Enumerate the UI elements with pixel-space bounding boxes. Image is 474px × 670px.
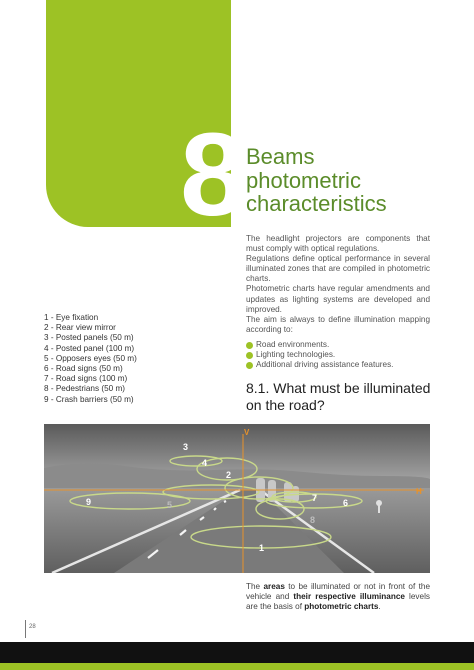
chapter-title-line-3: characteristics: [246, 191, 387, 216]
bullet-item: [246, 350, 436, 360]
axis-label-v: V: [244, 428, 250, 437]
bullet-dot-icon: [246, 352, 253, 359]
legend-item: 3 - Posted panels (50 m): [44, 333, 134, 343]
section-number: 8.1.: [246, 380, 270, 396]
figure-caption: [246, 582, 430, 612]
page-number-rule: [25, 620, 26, 638]
footer-accent-stripe: [0, 663, 474, 670]
chapter-title-line-1: Beams: [246, 144, 315, 169]
legend-item: 5 - Opposers eyes (50 m): [44, 353, 137, 363]
chapter-number: 8: [180, 109, 242, 241]
caption-emphasis: their respective illuminance: [293, 592, 405, 602]
caption-emphasis: areas: [263, 582, 285, 591]
zone-label: 8: [310, 515, 316, 525]
legend-item: 9 - Crash barriers (50 m): [44, 394, 134, 404]
intro-paragraph: Photometric charts have regular amendments and updates as lighting systems are developed and improved.: [246, 284, 430, 314]
legend-item: 7 - Road signs (100 m): [44, 374, 128, 384]
chapter-title: [246, 145, 446, 216]
zone-label: 7: [312, 493, 318, 503]
bullet-item: [246, 340, 436, 350]
intro-paragraph: The aim is always to define illumination mapping according to:: [246, 314, 430, 334]
bullet-text: Lighting technologies.: [256, 350, 336, 360]
zone-label: 4: [202, 458, 208, 468]
bullet-dot-icon: [246, 342, 253, 349]
caption-text: levels are the basis of: [246, 592, 430, 612]
caption-emphasis: photometric charts: [304, 602, 379, 612]
bullet-dot-icon: [246, 362, 253, 369]
page-number: 28: [29, 624, 36, 630]
zone-label: 1: [259, 543, 265, 553]
bullet-text: Additional driving assistance features.: [256, 360, 394, 370]
legend-item: 8 - Pedestrians (50 m): [44, 384, 125, 394]
bullet-item: [246, 360, 436, 370]
zone-label: 6: [343, 498, 349, 508]
axis-label-h: H: [416, 487, 422, 496]
intro-paragraph: Regulations define optical performance in several illuminated zones that are compiled in photometric charts.: [246, 254, 430, 284]
legend-item: 4 - Posted panel (100 m): [44, 343, 135, 353]
legend-item: 6 - Road signs (50 m): [44, 364, 123, 374]
intro-paragraph: The headlight projectors are components that must comply with optical regulations.: [246, 234, 430, 254]
caption-text: .: [378, 602, 381, 612]
zone-label: 5: [167, 500, 173, 510]
legend-item: 1 - Eye fixation: [44, 313, 99, 322]
zone-label: 9: [86, 497, 92, 507]
zone-label: 2: [226, 470, 232, 480]
zone-label: 3: [183, 442, 189, 452]
road-illumination-figure: [44, 424, 430, 573]
zone-legend: [44, 313, 137, 405]
intro-text: [246, 234, 430, 335]
caption-text: The: [246, 582, 264, 591]
bullet-list: [246, 340, 436, 370]
chapter-title-line-2: photometric: [246, 167, 361, 193]
legend-item: 2 - Rear view mirror: [44, 323, 116, 333]
section-heading: [246, 380, 446, 414]
bullet-text: Road environments.: [256, 340, 330, 349]
caption-text: to be illuminated or not in front of the vehicle and: [246, 582, 430, 602]
section-title: What must be illuminated on the road?: [246, 380, 431, 413]
